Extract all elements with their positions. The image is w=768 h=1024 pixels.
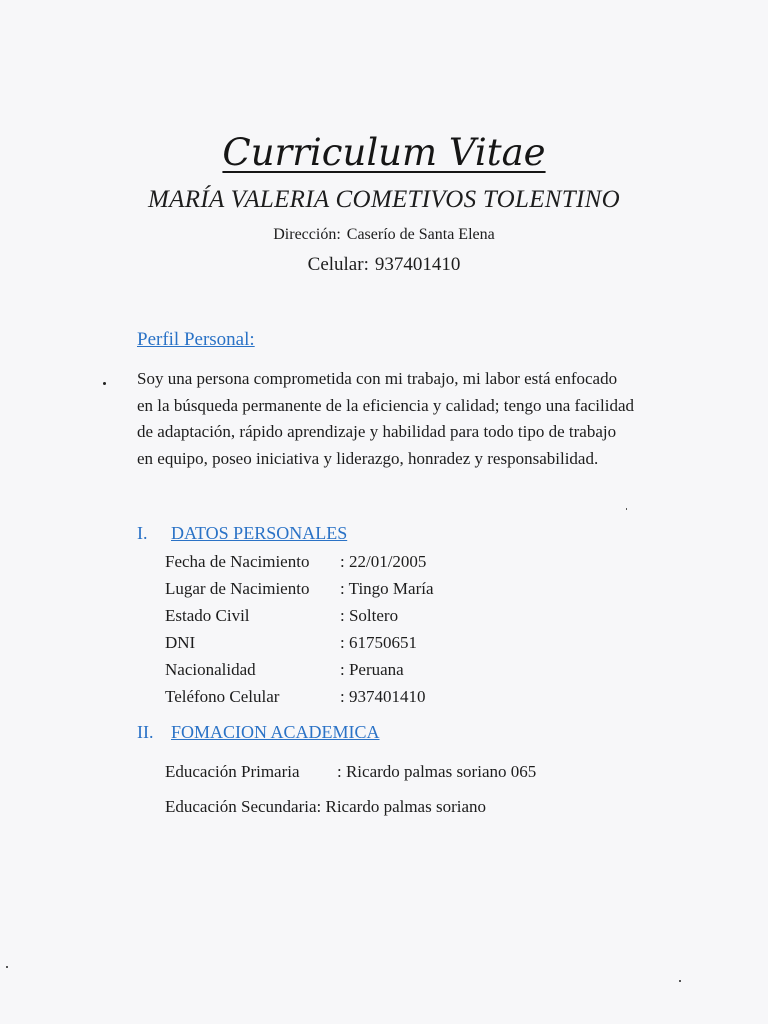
section-number: II. — [137, 722, 154, 742]
field-label: Lugar de Nacimiento — [165, 579, 310, 598]
list-item — [165, 794, 536, 829]
section-title: FOMACION ACADEMICA — [171, 722, 380, 742]
field-label: Educación Secundaria: — [165, 797, 322, 816]
profile-line: de adaptación, rápido aprendizaje y habilidad para todo tipo de trabajo — [137, 422, 617, 441]
field-value: : Peruana — [340, 660, 404, 679]
field-value: : Tingo María — [340, 579, 434, 598]
document-title: Curriculum Vitae — [222, 131, 546, 174]
phone-label: Celular: — [307, 254, 369, 275]
field-value: : Soltero — [340, 606, 399, 625]
field-value: : Ricardo palmas soriano 065 — [337, 762, 537, 781]
phone-value: 937401410 — [374, 254, 461, 275]
profile-heading — [137, 328, 255, 352]
profile-paragraph — [137, 366, 697, 472]
profile-line: en equipo, poseo iniciativa y liderazgo, honradez y responsabilidad. — [137, 448, 599, 468]
list-item — [165, 575, 434, 602]
person-name: MARÍA VALERIA COMETIVOS TOLENTINO — [148, 186, 620, 213]
profile-line: Soy una persona comprometida con mi trabajo, mi labor está enfocado — [137, 369, 618, 388]
address-line — [0, 224, 768, 246]
address-label: Dirección: — [273, 226, 341, 243]
field-label: Teléfono Celular — [165, 687, 280, 706]
list-item — [165, 656, 434, 683]
personal-data-heading — [137, 521, 347, 545]
profile-heading-text: Perfil Personal: — [137, 329, 255, 350]
list-item — [165, 602, 434, 629]
phone-line — [0, 252, 768, 278]
list-item — [165, 629, 434, 656]
field-value: : 61750651 — [340, 633, 417, 652]
personal-data-list — [165, 548, 434, 710]
field-label: Estado Civil — [165, 606, 250, 625]
address-value: Caserío de Santa Elena — [346, 226, 495, 243]
scan-speck — [679, 980, 681, 982]
field-label: Educación Primaria — [165, 762, 300, 781]
field-label: DNI — [165, 633, 196, 652]
field-value: : 937401410 — [340, 687, 426, 706]
list-item — [165, 548, 434, 575]
field-label: Fecha de Nacimiento — [165, 552, 310, 571]
section-number: I. — [137, 523, 148, 543]
scan-speck — [6, 966, 8, 968]
section-title: DATOS PERSONALES — [171, 523, 348, 543]
list-item — [165, 759, 536, 794]
academic-heading — [137, 720, 380, 744]
scan-speck — [626, 508, 627, 510]
field-value: Ricardo palmas soriano — [325, 797, 487, 816]
field-value: : 22/01/2005 — [340, 552, 427, 571]
academic-list — [165, 759, 536, 829]
scan-speck — [103, 382, 106, 385]
field-label: Nacionalidad — [165, 660, 256, 679]
profile-line: en la búsqueda permanente de la eficiencia y calidad; tengo una facilidad — [137, 395, 635, 415]
list-item — [165, 683, 434, 710]
